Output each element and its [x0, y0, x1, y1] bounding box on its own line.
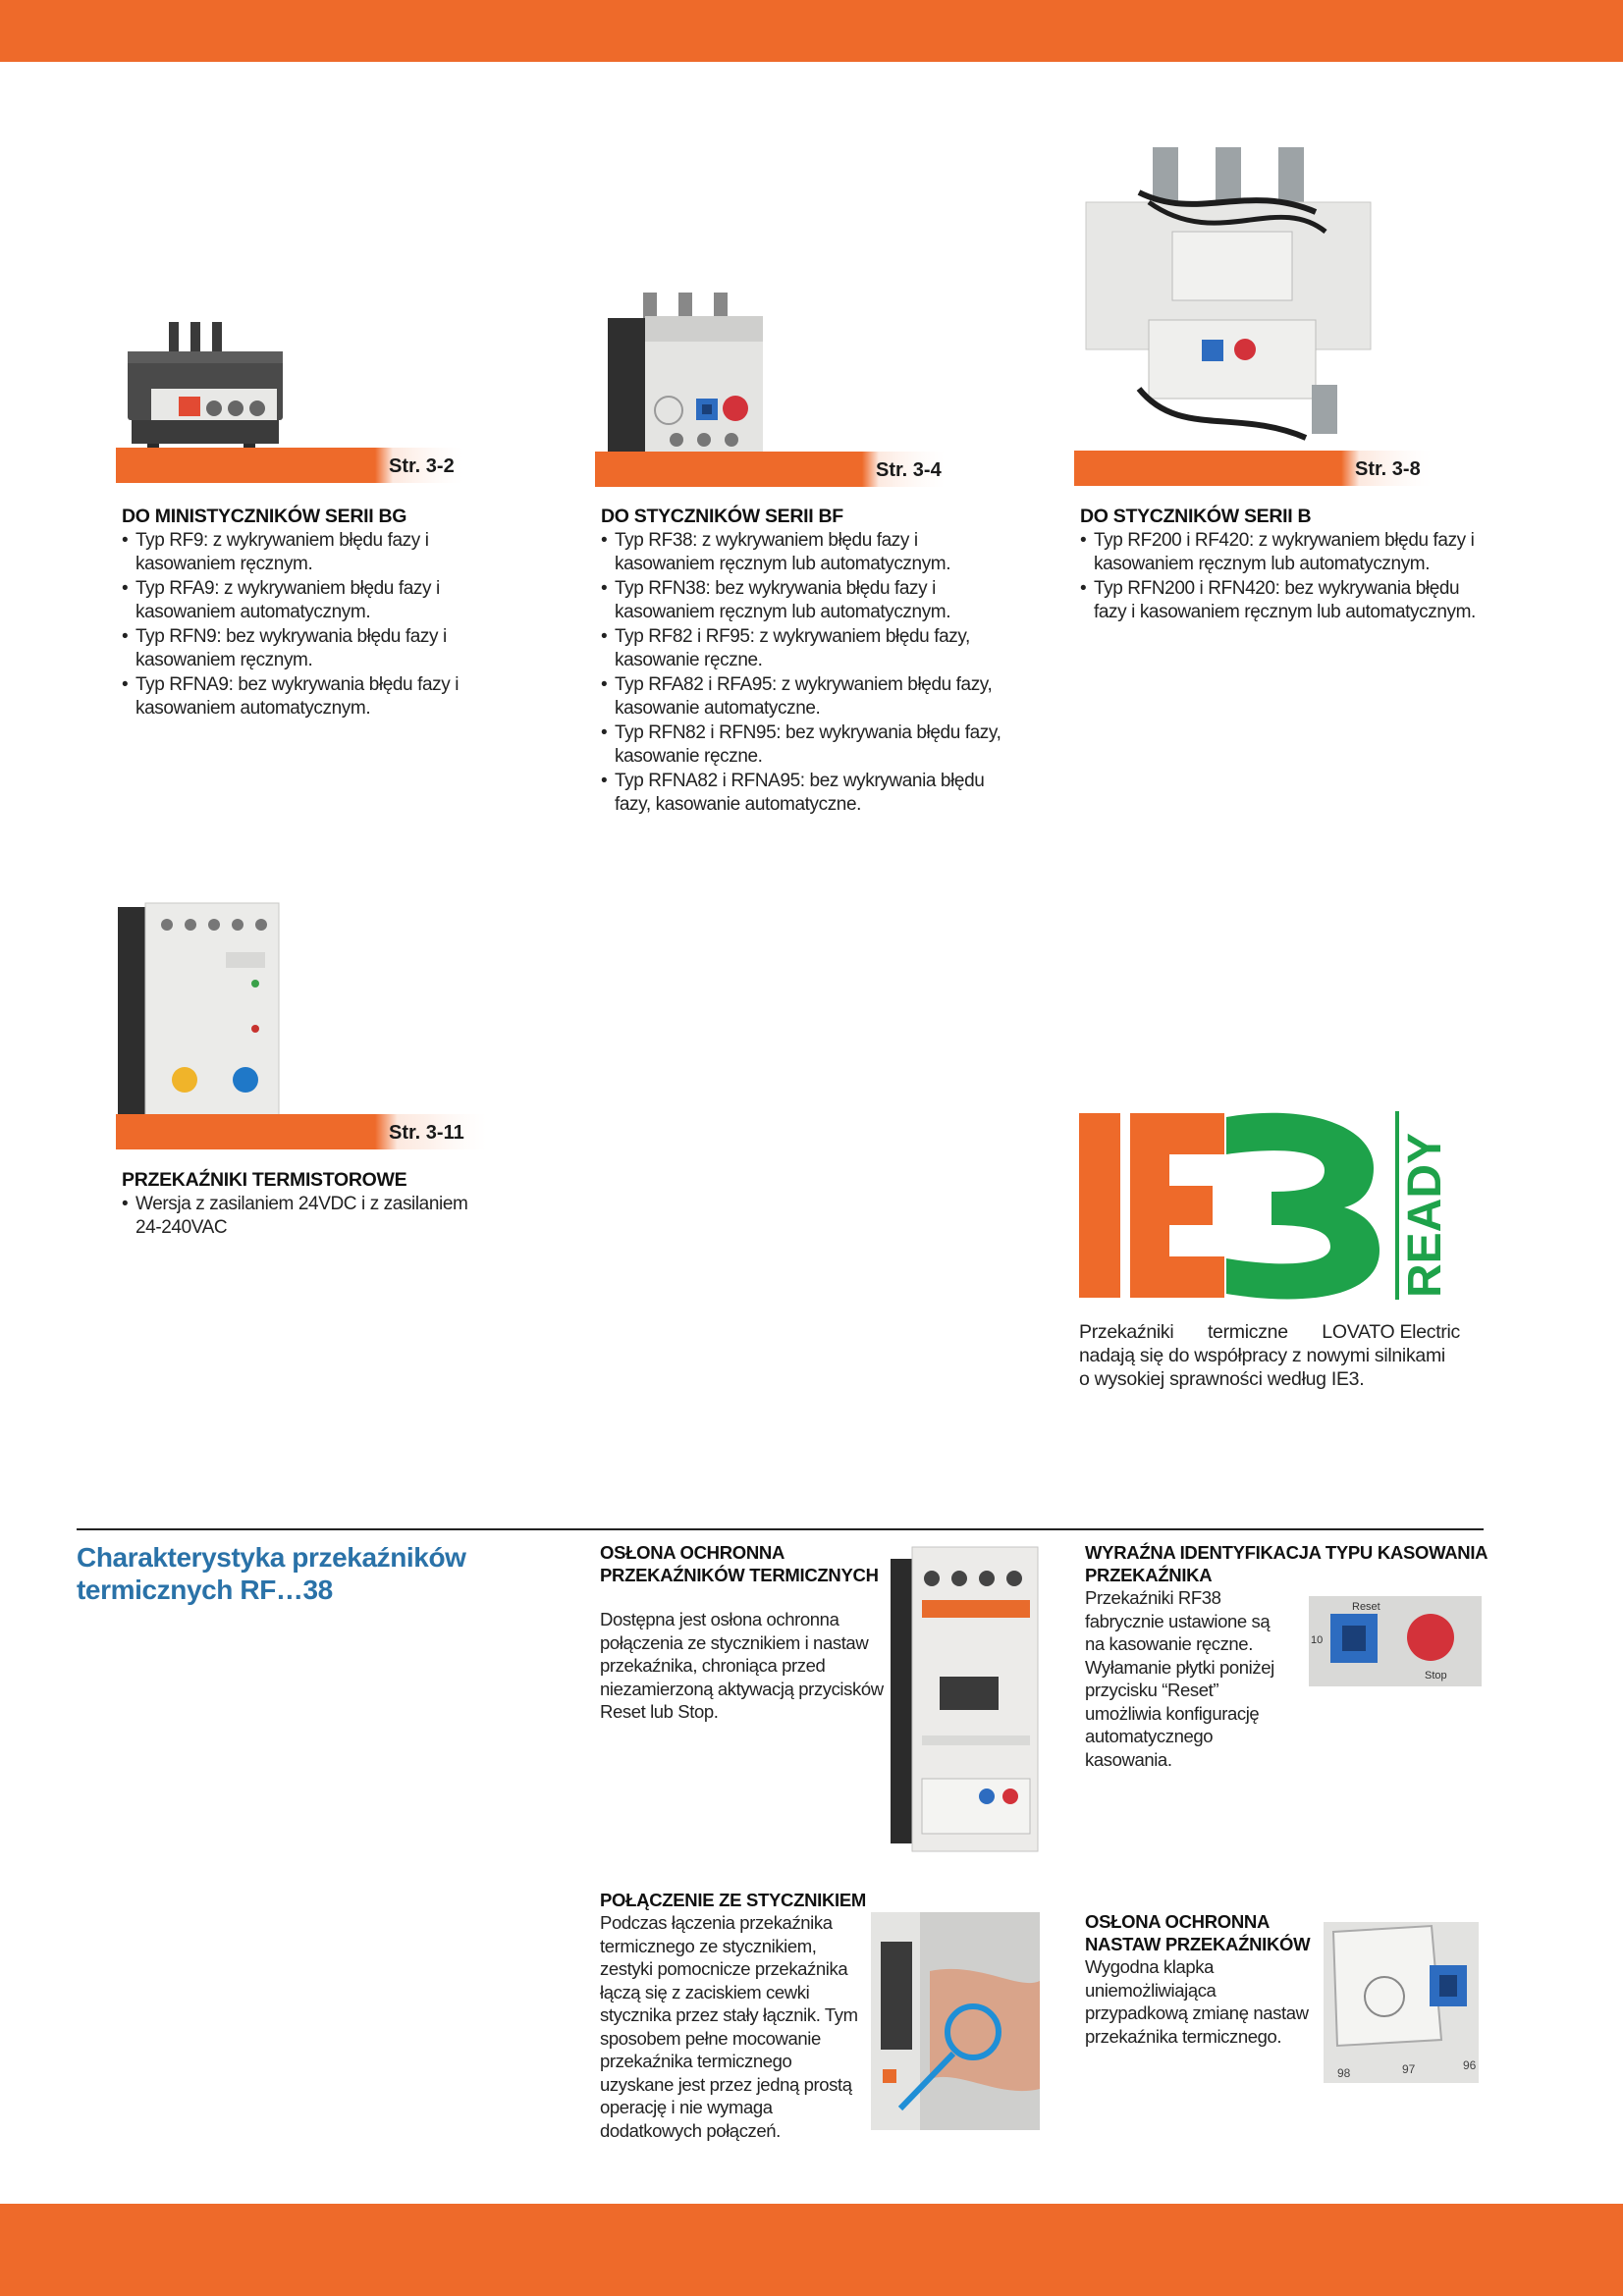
- caption-word: LOVATO Electric: [1322, 1321, 1460, 1343]
- list-item: • Typ RFN9: bez wykrywania błędu fazy i kasowaniem ręcznym.: [122, 625, 485, 673]
- ref-strip-1: [116, 448, 509, 483]
- ref-strip-2: [595, 452, 988, 487]
- section-heading: Charakterystyka przekaźników termicznych RF…38: [77, 1542, 466, 1605]
- feature-title: WYRAŹNA IDENTYFIKACJA TYPU KASOWANIA PRZEKAŹNIKA: [1085, 1542, 1488, 1585]
- list-item: • Typ RFN200 i RFN420: bez wykrywania błędu fazy i kasowaniem ręcznym lub automatycznym.: [1080, 577, 1492, 625]
- feature-cover: [600, 1541, 887, 1724]
- list-item: • Typ RF9: z wykrywaniem błędu fazy i kasowaniem ręcznym.: [122, 529, 485, 577]
- product-block-b: [1080, 505, 1492, 625]
- caption-word: termiczne: [1207, 1321, 1288, 1343]
- feature-body: Wygodna klapka uniemożliwiająca przypadkową zmianę nastaw przekaźnika termicznego.: [1085, 1956, 1309, 2047]
- list-item: • Wersja z zasilaniem 24VDC i z zasilaniem 24-240VAC: [122, 1193, 495, 1241]
- list-item: • Typ RFA9: z wykrywaniem błędu fazy i kasowaniem automatycznym.: [122, 577, 485, 625]
- top-orange-band: [0, 0, 1623, 62]
- product-title: DO MINISTYCZNIKÓW SERII BG: [122, 506, 407, 527]
- page-ref-4: Str. 3-11: [375, 1114, 562, 1149]
- product-title: DO STYCZNIKÓW SERII BF: [601, 506, 843, 527]
- scale-label: 10: [1311, 1634, 1324, 1646]
- feature-image-settings-cover: [1324, 1922, 1479, 2083]
- ie3-caption: [1079, 1320, 1460, 1391]
- bottom-orange-band: [0, 2204, 1623, 2296]
- section-rule: [77, 1528, 1484, 1530]
- feature-title: OSŁONA OCHRONNA PRZEKAŹNIKÓW TERMICZNYCH: [600, 1542, 879, 1585]
- product-list: [122, 1193, 495, 1241]
- feature-body: Przekaźniki RF38 fabrycznie ustawione są na kasowanie ręczne. Wyłamanie płytki poniżej przycisku “Reset” umożliwia konfigurację automatycznego kasowania.: [1085, 1587, 1274, 1770]
- page-ref-3: Str. 3-8: [1341, 451, 1492, 486]
- product-title: DO STYCZNIKÓW SERII B: [1080, 506, 1312, 527]
- feature-contactor-connection: [600, 1889, 865, 2142]
- product-title: PRZEKAŹNIKI TERMISTOROWE: [122, 1169, 407, 1191]
- feature-settings-cover: [1085, 1910, 1321, 2048]
- terminal-98: 98: [1337, 2066, 1351, 2080]
- product-image-thermistor: [116, 901, 281, 1137]
- product-block-bf: [601, 505, 1003, 818]
- list-item: • Typ RFNA9: bez wykrywania błędu fazy i kasowaniem automatycznym.: [122, 673, 485, 721]
- ref-strip-3: [1074, 451, 1479, 486]
- feature-title: POŁĄCZENIE ZE STYCZNIKIEM: [600, 1890, 867, 1910]
- feature-image-cover: [889, 1539, 1051, 1855]
- product-block-thermistor: [122, 1168, 495, 1241]
- page-ref-1: Str. 3-2: [375, 448, 522, 483]
- feature-image-reset-buttons: [1309, 1596, 1482, 1686]
- product-list: [122, 529, 485, 721]
- ie3-ready-text: READY: [1399, 1132, 1451, 1298]
- stop-label: Stop: [1425, 1670, 1447, 1682]
- list-item: • Typ RFNA82 i RFNA95: bez wykrywania błędu fazy, kasowanie automatyczne.: [601, 770, 1003, 818]
- feature-body: Dostępna jest osłona ochronna połączenia ze stycznikiem i nastaw przekaźnika, chroniąca przed niezamierzoną aktywacją przycisków Reset lub Stop.: [600, 1609, 884, 1722]
- list-item: • Typ RF200 i RF420: z wykrywaniem błędu fazy i kasowaniem ręcznym lub automatycznym.: [1080, 529, 1492, 577]
- ref-strip-4: [116, 1114, 548, 1149]
- caption-word: Przekaźniki: [1079, 1321, 1174, 1343]
- terminal-96: 96: [1463, 2058, 1477, 2072]
- list-item: • Typ RF82 i RF95: z wykrywaniem błędu fazy, kasowanie ręczne.: [601, 625, 1003, 673]
- product-list: [601, 529, 1003, 818]
- list-item: • Typ RF38: z wykrywaniem błędu fazy i kasowaniem ręcznym lub automatycznym.: [601, 529, 1003, 577]
- list-item: • Typ RFN38: bez wykrywania błędu fazy i kasowaniem ręcznym lub automatycznym.: [601, 577, 1003, 625]
- feature-title: OSŁONA OCHRONNA NASTAW PRZEKAŹNIKÓW: [1085, 1911, 1311, 1954]
- product-block-bg: [122, 505, 485, 721]
- list-item: • Typ RFA82 i RFA95: z wykrywaniem błędu fazy, kasowanie automatyczne.: [601, 673, 1003, 721]
- reset-label: Reset: [1352, 1601, 1380, 1613]
- terminal-97: 97: [1402, 2062, 1416, 2076]
- product-image-rf38: [606, 293, 768, 461]
- feature-body: Podczas łączenia przekaźnika termicznego ze stycznikiem, zestyki pomocnicze przekaźnika łączą się z zaciskiem cewki stycznika przez stały łącznik. Tym sposobem pełne mocowanie przekaźnika termicznego uzyskane jest przez jedną prostą operację i nie wymaga dodatkowych połączeń.: [600, 1912, 858, 2141]
- list-item: • Typ RFN82 i RFN95: bez wykrywania błędu fazy, kasowanie ręczne.: [601, 721, 1003, 770]
- page-ref-2: Str. 3-4: [862, 452, 1001, 487]
- ie3-ready-logo: [1079, 1111, 1474, 1300]
- caption-rest: nadają się do współpracy z nowymi silnikami o wysokiej sprawności według IE3.: [1079, 1345, 1445, 1390]
- product-image-rf200: [1080, 143, 1375, 448]
- feature-image-connection: [871, 1912, 1040, 2130]
- product-list: [1080, 529, 1492, 625]
